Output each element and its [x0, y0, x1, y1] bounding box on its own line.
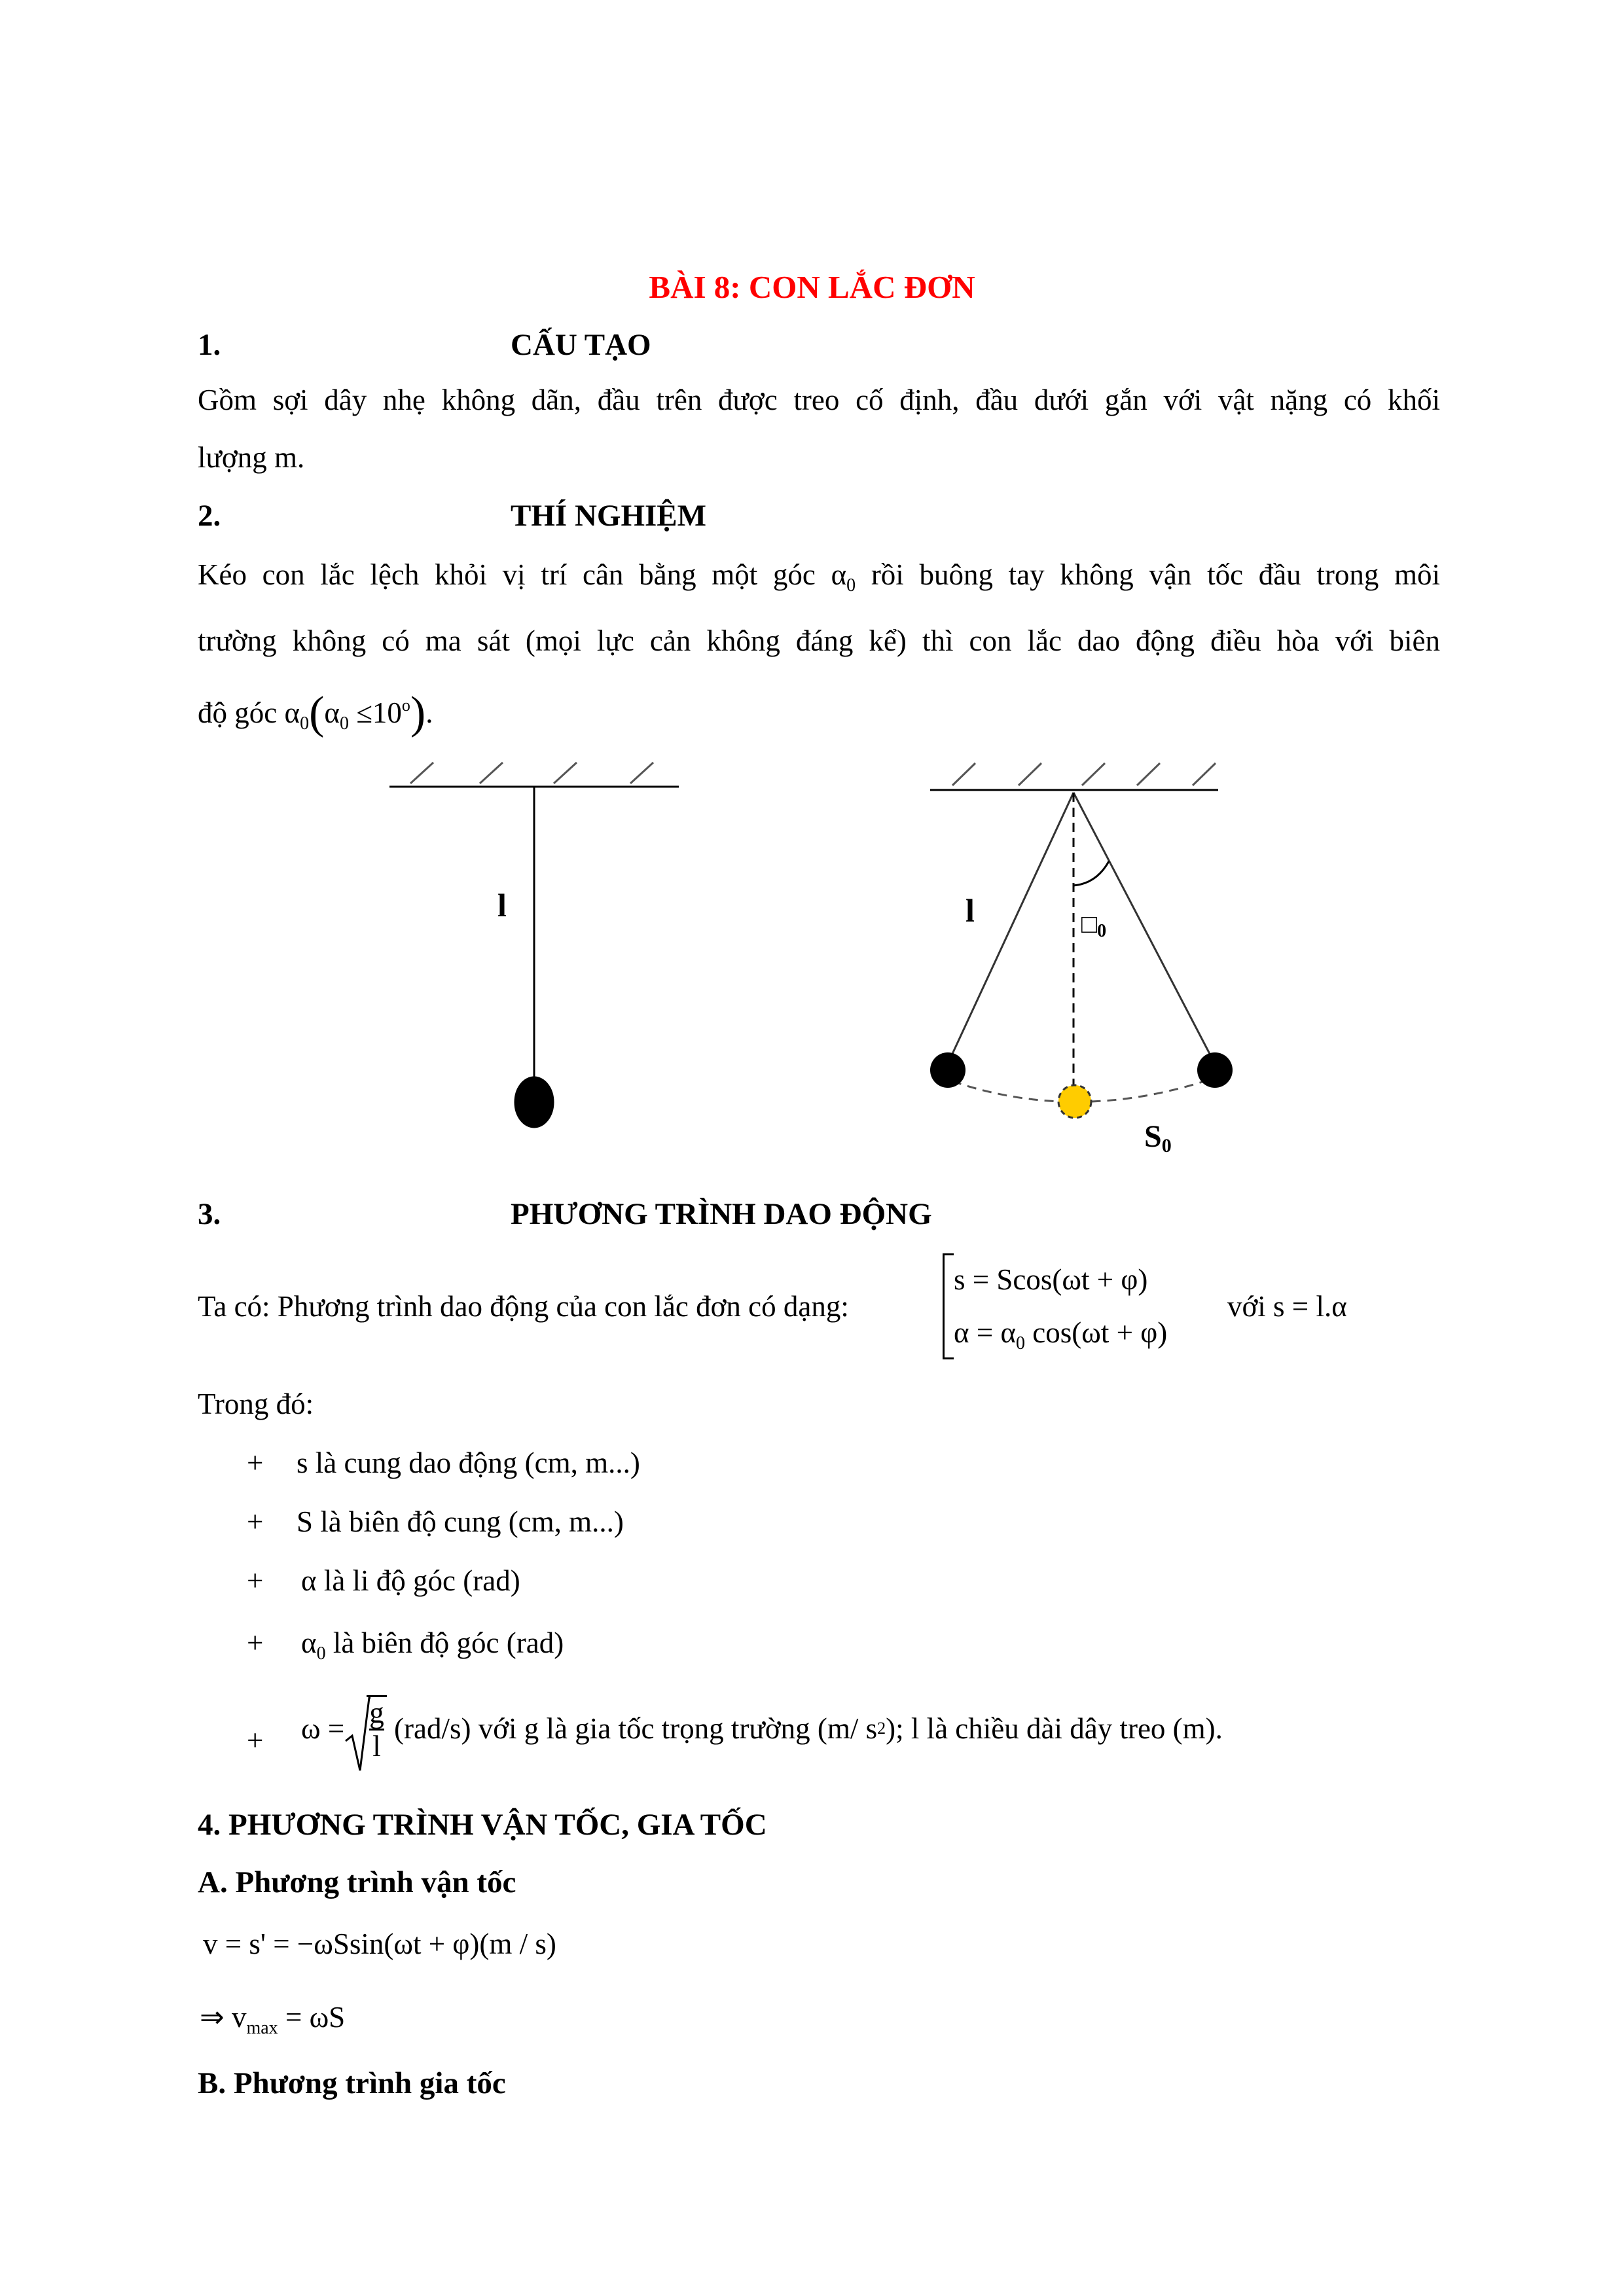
arc-amplitude-label: S0 — [1144, 1119, 1172, 1157]
bullet-item: S là biên độ cung (cm, m...) — [297, 1505, 624, 1538]
text: Kéo con lắc lệch khỏi vị trí cân bằng một góc — [198, 558, 816, 591]
relation-s-l-alpha: với s = l.α — [1227, 1290, 1347, 1323]
equation-angle: $\alpha = \alpha_0$ cos(ωt + φ) — [954, 1316, 1168, 1354]
subsection-a-heading: A. Phương trình vận tốc — [198, 1865, 516, 1899]
section-3-number: 3. — [198, 1197, 221, 1231]
subsection-b-heading: B. Phương trình gia tốc — [198, 2066, 506, 2100]
lesson-title: BÀI 8: CON LẮC ĐƠN — [649, 269, 975, 305]
bullet-plus: + — [247, 1446, 264, 1479]
text: rồi buông tay không vận tốc đầu trong môi — [871, 558, 1441, 591]
section-4-heading: 4. PHƯƠNG TRÌNH VẬN TỐC, GIA TỐC — [198, 1808, 767, 1842]
length-label: l — [965, 892, 975, 929]
bullet-plus: + — [247, 1564, 264, 1597]
section-2-number: 2. — [198, 499, 221, 533]
where-label: Trong đó: — [198, 1388, 314, 1420]
vmax-equation: ⇒ $v_{max} = \omega S$ — [200, 2001, 346, 2038]
oscillation-equation-system — [943, 1253, 1167, 1359]
bullet-plus: + — [247, 1724, 264, 1757]
equation-intro: Ta có: Phương trình dao động của con lắc đơn có dạng: — [198, 1290, 849, 1323]
paragraph-line: Gồm sợi dây nhẹ không dãn, đầu trên được treo cố định, đầu dưới gắn với vật nặng có khối — [198, 384, 1440, 416]
bullet-item-omega: ω = $\frac{g}{l}$ (rad/s) với g là gia tốc trọng trường (m/ s 2 ); l là chiều dài dây treo (m). — [301, 1695, 1223, 1762]
bullet-item: α là li độ góc (rad) — [301, 1564, 520, 1597]
bullet-plus: + — [247, 1505, 264, 1538]
bullet-item: s là cung dao động (cm, m...) — [297, 1446, 640, 1479]
section-1-heading: CẤU TẠO — [511, 328, 651, 362]
angle-label: □0 — [1081, 909, 1107, 941]
bob-right — [1197, 1052, 1233, 1088]
length-label: l — [497, 887, 507, 924]
section-3-heading: PHƯƠNG TRÌNH DAO ĐỘNG — [511, 1197, 932, 1231]
bob-left — [930, 1052, 965, 1088]
paragraph-line: độ góc $\alpha_0(\alpha_0 \le 10^o)$. — [198, 688, 433, 738]
paragraph-line: lượng m. — [198, 441, 305, 474]
swinging-pendulum — [930, 763, 1218, 1102]
alpha-symbol: $\alpha_0$ — [831, 558, 856, 596]
velocity-equation: v = s' = −ωSsin(ωt + φ)(m / s) — [203, 1928, 556, 1960]
section-2-heading: THÍ NGHIỆM — [511, 499, 707, 533]
bullet-item: $\alpha_0$ là biên độ góc (rad) — [301, 1626, 564, 1664]
section-1-number: 1. — [198, 328, 221, 362]
square-root: $\frac{g}{l}$ — [344, 1695, 387, 1762]
equation-arc: s = Scos(ωt + φ) — [954, 1263, 1148, 1296]
bullet-plus: + — [247, 1626, 264, 1659]
bob-equilibrium — [1058, 1085, 1091, 1118]
paragraph-line: trường không có ma sát (mọi lực cản không đáng kể) thì con lắc dao động điều hòa với biên — [198, 624, 1440, 657]
simple-pendulum-at-rest — [389, 762, 679, 1127]
